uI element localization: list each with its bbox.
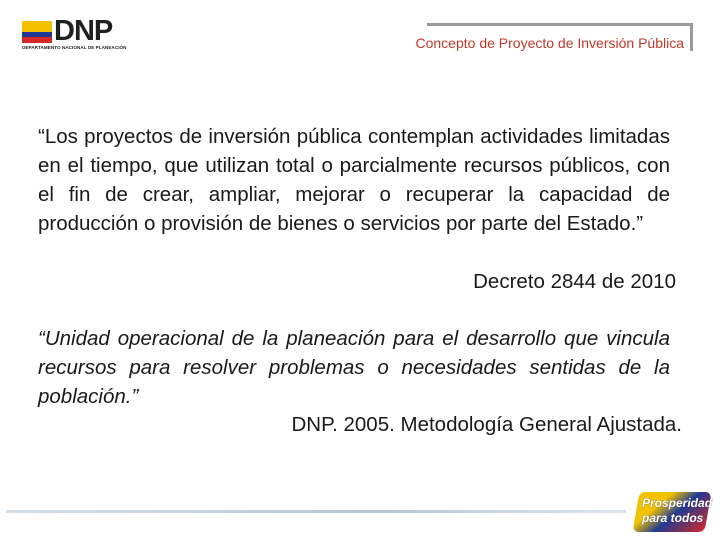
footer-divider xyxy=(6,510,626,513)
quote-decreto: “Los proyectos de inversión pública contemplan actividades limitadas en el tiempo, que utilizan total o parcialmente recursos públicos, con el fin de crear, ampliar, mejorar o recuperar la capacidad de producción o provisión de bienes o servicios por parte del Estado.” xyxy=(38,125,670,235)
badge-line-1: Prosperidad xyxy=(642,496,713,510)
logo-wordmark: DNP xyxy=(54,15,113,47)
quote-decreto-source: Decreto 2844 de 2010 xyxy=(473,270,676,293)
quote-dnp-source: DNP. 2005. Metodología General Ajustada. xyxy=(291,413,682,436)
prosperidad-badge-logo xyxy=(636,492,713,532)
badge-line-2: para todos xyxy=(642,511,704,525)
page-title: Concepto de Proyecto de Inversión Pública xyxy=(415,35,684,51)
dnp-logo xyxy=(22,17,134,53)
quote-dnp: “Unidad operacional de la planeación para el desarrollo que vincula recursos para resolver problemas o necesidades sentidas de la población.” xyxy=(38,327,670,408)
logo-subtitle: DEPARTAMENTO NACIONAL DE PLANEACIÓN xyxy=(22,45,127,50)
colombia-flag-icon xyxy=(22,21,52,43)
